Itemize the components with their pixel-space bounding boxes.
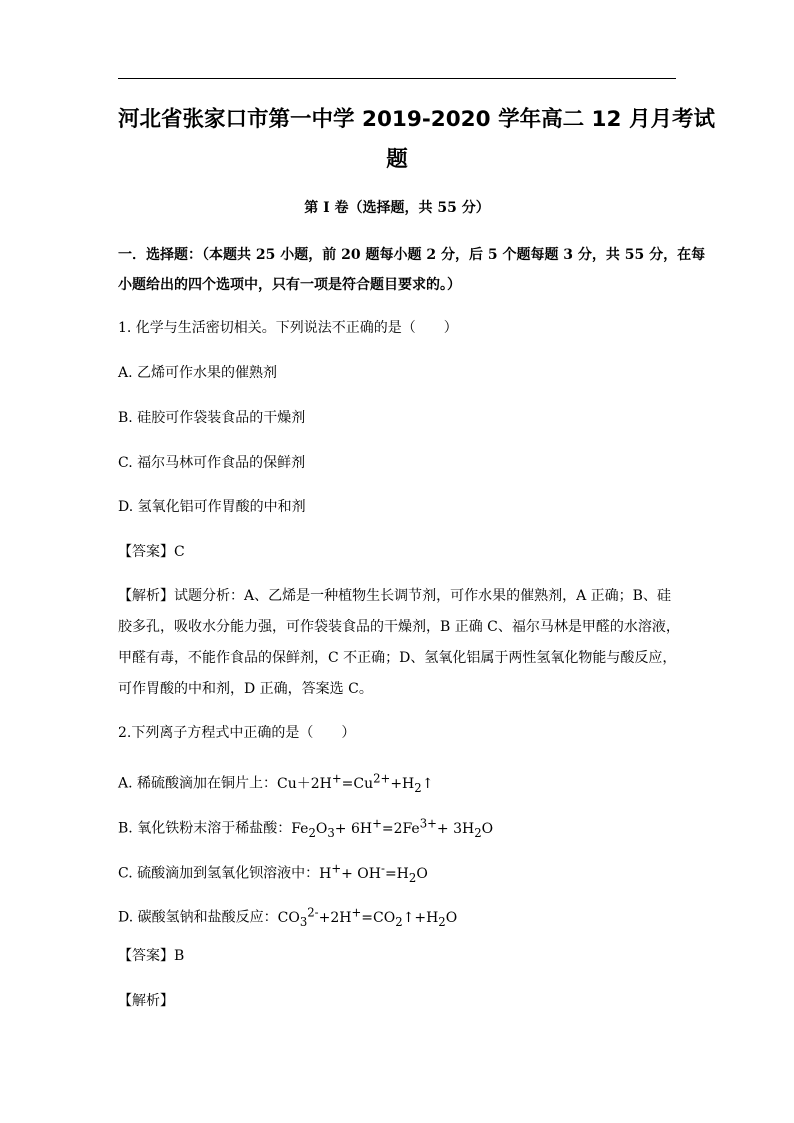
part-instruction-line-2: 小题给出的四个选项中，只有一项是符合题目要求的。）	[118, 277, 461, 293]
question-2-option-a	[118, 763, 676, 802]
question-2-stem: 2.下列离子方程式中正确的是（ ）	[118, 725, 356, 741]
title-line-2: 题	[386, 147, 408, 172]
question-1-analysis-line-2: 胶多孔，吸收水分能力强，可作袋装食品的干燥剂，B 正确 C、福尔马林是甲醛的水溶液，	[118, 619, 680, 635]
section-heading: 第 I 卷（选择题，共 55 分）	[304, 200, 490, 216]
question-1-option-c: C. 福尔马林可作食品的保鲜剂	[118, 455, 306, 471]
question-1-answer: 【答案】C	[118, 544, 185, 560]
question-2-option-b-prefix: B. 氧化铁粉末溶于稀盐酸：	[118, 820, 292, 837]
question-2-option-b	[118, 808, 676, 847]
question-2-analysis-label: 【解析】	[118, 993, 174, 1009]
equation-a: $Cu+2H^+=Cu^{2+}+H_2↑$	[277, 771, 434, 795]
question-1-option-a: A. 乙烯可作水果的催熟剂	[118, 365, 278, 381]
question-2-option-d-prefix: D. 碳酸氢钠和盐酸反应：	[118, 909, 278, 926]
question-1-analysis-line-1: 【解析】试题分析：A、乙烯是一种植物生长调节剂，可作水果的催熟剂，A 正确；B、硅	[118, 588, 671, 604]
header-rule	[118, 78, 676, 79]
question-1-analysis-line-3: 甲醛有毒，不能作食品的保鲜剂，C 不正确；D、氢氧化铝属于两性氢氧化物能与酸反应，	[118, 650, 677, 666]
question-1-option-b: B. 硅胶可作袋装食品的干燥剂	[118, 410, 306, 426]
title-line-1: 河北省张家口市第一中学 2019-2020 学年高二 12 月月考试	[118, 107, 715, 132]
question-2-option-a-prefix: A. 稀硫酸滴加在铜片上：	[118, 775, 278, 792]
question-1-analysis-line-4: 可作胃酸的中和剂，D 正确，答案选 C。	[118, 681, 373, 697]
equation-b: $Fe_2O_3+ 6H^+=2Fe^{3+}+ 3H_2O$	[291, 816, 494, 840]
part-instruction-line-1: 一．选择题：（本题共 25 小题，前 20 题每小题 2 分，后 5 个题每题 3 分，共 55 分，在每	[118, 247, 706, 263]
equation-c: $H^++ OH^-=H_2O$	[319, 861, 428, 885]
equation-d: $CO_3^{2-}+2H^+=CO_2↑+H_2O$	[277, 905, 458, 929]
question-2-option-c-prefix: C. 硫酸滴加到氢氧化钡溶液中：	[118, 865, 320, 882]
question-1-stem: 1. 化学与生活密切相关。下列说法不正确的是（ ）	[118, 320, 458, 336]
question-1-option-d: D. 氢氧化铝可作胃酸的中和剂	[118, 499, 306, 515]
question-2-option-d	[118, 897, 676, 936]
question-2-answer: 【答案】B	[118, 948, 185, 964]
question-2-option-c	[118, 853, 676, 892]
